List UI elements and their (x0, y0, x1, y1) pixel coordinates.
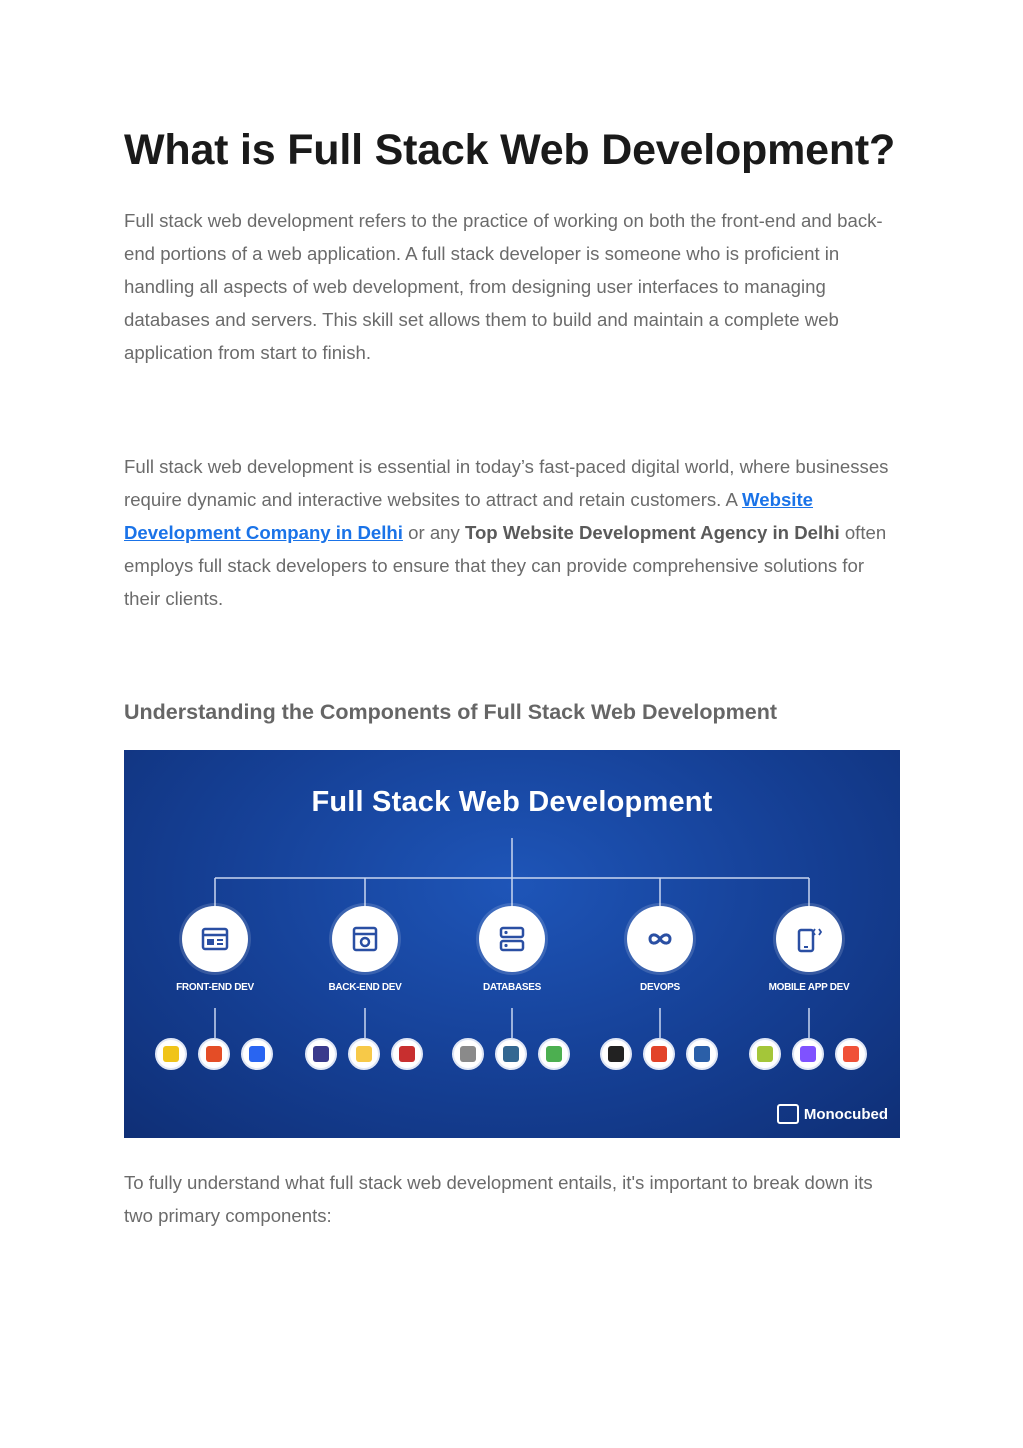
website-development-company-link[interactable]: Website Development Company in Delhi (124, 489, 813, 544)
technology-logo-icon (538, 1038, 570, 1070)
section-heading: Understanding the Components of Full Stack Web Development (124, 700, 778, 724)
technology-logo-mark (460, 1046, 476, 1062)
technology-logo-mark (546, 1046, 562, 1062)
technology-logo-mark (694, 1046, 710, 1062)
intro-paragraph: Full stack web development refers to the practice of working on both the front-end and back-end portions of a web application. A full stack developer is someone who is proficient in handling all aspects of web development, from designing user interfaces to managing databases and servers. This skill set allows them to build and maintain a complete web application from start to finish. (124, 210, 883, 364)
technology-logo-mark (206, 1046, 222, 1062)
paragraph-text-intro: Full stack web development is essential in today’s fast-paced digital world, where businesses require dynamic and interactive websites to attract and retain customers. A (124, 456, 889, 511)
components-paragraph: To fully understand what full stack web development entails, it's important to break down its two primary components: (124, 1172, 873, 1227)
node-label: BACK-END DEV (328, 982, 402, 993)
technology-logo-icon (305, 1038, 337, 1070)
infinity-icon (627, 906, 693, 972)
technology-logo-mark (356, 1046, 372, 1062)
technology-logo-mark (249, 1046, 265, 1062)
node-label: DATABASES (482, 982, 542, 993)
node-label: MOBILE APP DEV (768, 982, 850, 993)
agency-bold-text: Top Website Development Agency in Delhi (464, 522, 840, 544)
technology-logo-mark (503, 1046, 519, 1062)
technology-logo-icon (348, 1038, 380, 1070)
technology-logo-icon (686, 1038, 718, 1070)
database-icon (479, 906, 545, 972)
monocubed-logo (777, 1104, 888, 1124)
technology-logo-mark (163, 1046, 179, 1062)
technology-logo-mark (800, 1046, 816, 1062)
paragraph-text-middle: or any (402, 522, 465, 544)
technology-logo-icon (495, 1038, 527, 1070)
mobile-code-icon (776, 906, 842, 972)
technology-logo-mark (757, 1046, 773, 1062)
technology-logo-icon (835, 1038, 867, 1070)
technology-logo-icon (198, 1038, 230, 1070)
technology-logo-icon (643, 1038, 675, 1070)
technology-logo-icon (600, 1038, 632, 1070)
technology-logo-mark (313, 1046, 329, 1062)
diagram-title: Full Stack Web Development (311, 786, 713, 818)
technology-logo-mark (843, 1046, 859, 1062)
browser-window-icon (182, 906, 248, 972)
technology-logo-mark (651, 1046, 667, 1062)
technology-logo-icon (792, 1038, 824, 1070)
monocubed-logo-text: Monocubed (803, 1105, 888, 1123)
technology-logo-icon (241, 1038, 273, 1070)
technology-logo-icon (391, 1038, 423, 1070)
page-title: What is Full Stack Web Development? (124, 126, 896, 174)
full-stack-diagram-image (124, 750, 900, 1138)
paragraph-text-end: often employs full stack developers to ensure that they can provide comprehensive solutions for their clients. (124, 522, 887, 610)
technology-logo-icon (452, 1038, 484, 1070)
node-label: DEVOPS (640, 982, 680, 993)
server-window-icon (332, 906, 398, 972)
node-label: FRONT-END DEV (176, 982, 254, 993)
technology-logo-mark (399, 1046, 415, 1062)
technology-logo-mark (608, 1046, 624, 1062)
monocubed-logo-icon (777, 1104, 799, 1124)
importance-paragraph (124, 450, 900, 615)
technology-logo-icon (155, 1038, 187, 1070)
technology-logo-icon (749, 1038, 781, 1070)
